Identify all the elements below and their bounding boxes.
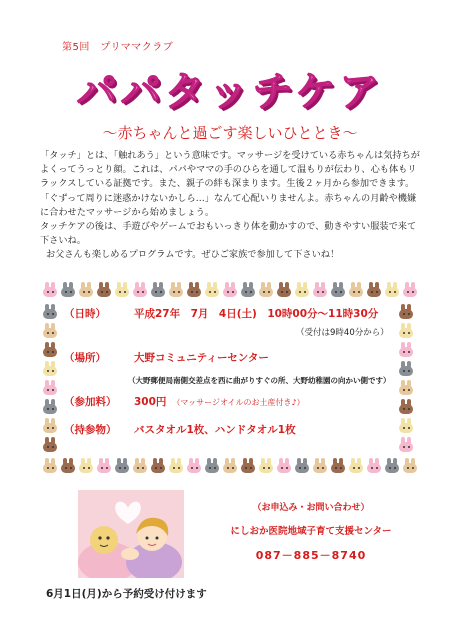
bunny-icon [204, 458, 220, 473]
bunny-icon [294, 282, 310, 297]
bunny-icon [348, 458, 364, 473]
bunny-icon [186, 458, 202, 473]
bunny-icon [42, 342, 58, 357]
bunny-icon [132, 458, 148, 473]
bunny-icon [132, 282, 148, 297]
intro-text [40, 149, 420, 263]
contact-block [206, 500, 416, 573]
bunny-icon [60, 458, 76, 473]
place-value: 大野コミュニティーセンター [134, 352, 269, 364]
bunny-icon [398, 418, 414, 433]
bunny-icon [186, 282, 202, 297]
bunny-icon [366, 458, 382, 473]
bunny-icon [42, 418, 58, 433]
bunny-icon [384, 458, 400, 473]
bunny-icon [204, 282, 220, 297]
place-row [64, 350, 269, 365]
bunny-border-left [42, 304, 58, 456]
bunny-border-right [398, 304, 414, 456]
bunny-icon [60, 282, 76, 297]
place-note: （大野郵便局南側交差点を西に曲がりすぐの所、大野幼稚園の向かい側です） [128, 376, 391, 385]
bunny-icon [384, 282, 400, 297]
fee-row [64, 394, 305, 409]
bunny-icon [398, 399, 414, 414]
parent-baby-illustration [78, 490, 184, 578]
reservation-notice: 6月1日(月)から予約受け付けます [46, 588, 207, 600]
bunny-icon [330, 458, 346, 473]
bunny-icon [398, 380, 414, 395]
page-title: パパタッチケア [76, 69, 384, 115]
date-label: （日時） [64, 308, 106, 320]
bunny-icon [402, 282, 418, 297]
bunny-icon [150, 458, 166, 473]
date-value: 平成27年 7月 4日(土) 10時00分～11時30分 [134, 308, 379, 320]
bunny-icon [366, 282, 382, 297]
bunny-border-top [42, 282, 420, 297]
bunny-icon [330, 282, 346, 297]
bunny-icon [276, 282, 292, 297]
bring-label: （持参物） [64, 424, 117, 436]
bunny-icon [398, 437, 414, 452]
bring-row [64, 422, 296, 437]
bunny-icon [42, 323, 58, 338]
bunny-icon [42, 380, 58, 395]
intro-paragraph: タッチケアの後は、手遊びやゲームでおもいっきり体を動かすので、動きやすい服装で来て 下さいね。 [40, 221, 417, 247]
bunny-icon [222, 282, 238, 297]
inquiry-label: （お申込み・お問い合わせ） [252, 503, 370, 513]
fee-value: 300円 [134, 396, 167, 408]
bunny-icon [96, 458, 112, 473]
bunny-icon [222, 458, 238, 473]
bring-value: バスタオル1枚、ハンドタオル1枚 [134, 424, 296, 436]
page-subtitle: ～赤ちゃんと過ごす楽しいひととき～ [102, 124, 358, 142]
contact-org: にしおか医院地域子育て支援センター [230, 526, 392, 537]
bunny-icon [42, 304, 58, 319]
bunny-icon [42, 282, 58, 297]
contact-phone: 087－885－8740 [255, 549, 367, 562]
bunny-icon [96, 282, 112, 297]
place-label: （場所） [64, 352, 106, 364]
bunny-icon [398, 361, 414, 376]
bunny-border-bottom [42, 458, 420, 473]
bunny-icon [42, 361, 58, 376]
bunny-icon [312, 458, 328, 473]
date-row [64, 306, 378, 321]
bunny-icon [398, 304, 414, 319]
bunny-icon [398, 342, 414, 357]
bunny-icon [258, 282, 274, 297]
bunny-icon [258, 458, 274, 473]
fee-note: （マッサージオイルのお土産付き♪） [172, 398, 305, 407]
bunny-icon [240, 282, 256, 297]
bunny-icon [402, 458, 418, 473]
date-note: （受付は9時40分から） [296, 328, 389, 338]
fee-label: （参加料） [64, 396, 117, 408]
intro-paragraph: 「タッチ」とは、「触れあう」という意味です。マッサージを受けている赤ちゃんは気持ちが よくってうっとり顔。これは、パパやママの手のひらを通して温もりが伝わり、心も体もリ ラックスしている証拠です。また、親子の絆も深まります。生後２ヶ月から参加できます。 「ぐずって周りに迷惑かけないかしら…」なんて心配いりませんよ。赤ちゃんの月齢や機嫌 に合わせたマッサージから始めましょう。 [40, 150, 420, 218]
bunny-icon [168, 282, 184, 297]
bunny-icon [42, 437, 58, 452]
bunny-icon [240, 458, 256, 473]
bunny-icon [294, 458, 310, 473]
bunny-icon [276, 458, 292, 473]
bunny-icon [42, 458, 58, 473]
bunny-icon [114, 282, 130, 297]
bunny-icon [150, 282, 166, 297]
bunny-icon [398, 323, 414, 338]
intro-paragraph: お父さんも楽しめるプログラムです。ぜひご家族で参加して下さいね！ [46, 249, 340, 261]
bunny-icon [114, 458, 130, 473]
parent-baby-illustration-svg [78, 490, 184, 578]
bunny-icon [42, 399, 58, 414]
bunny-icon [78, 458, 94, 473]
bunny-icon [348, 282, 364, 297]
bunny-icon [168, 458, 184, 473]
bunny-icon [78, 282, 94, 297]
club-label: 第5回 プリママクラブ [62, 42, 174, 53]
bunny-icon [312, 282, 328, 297]
